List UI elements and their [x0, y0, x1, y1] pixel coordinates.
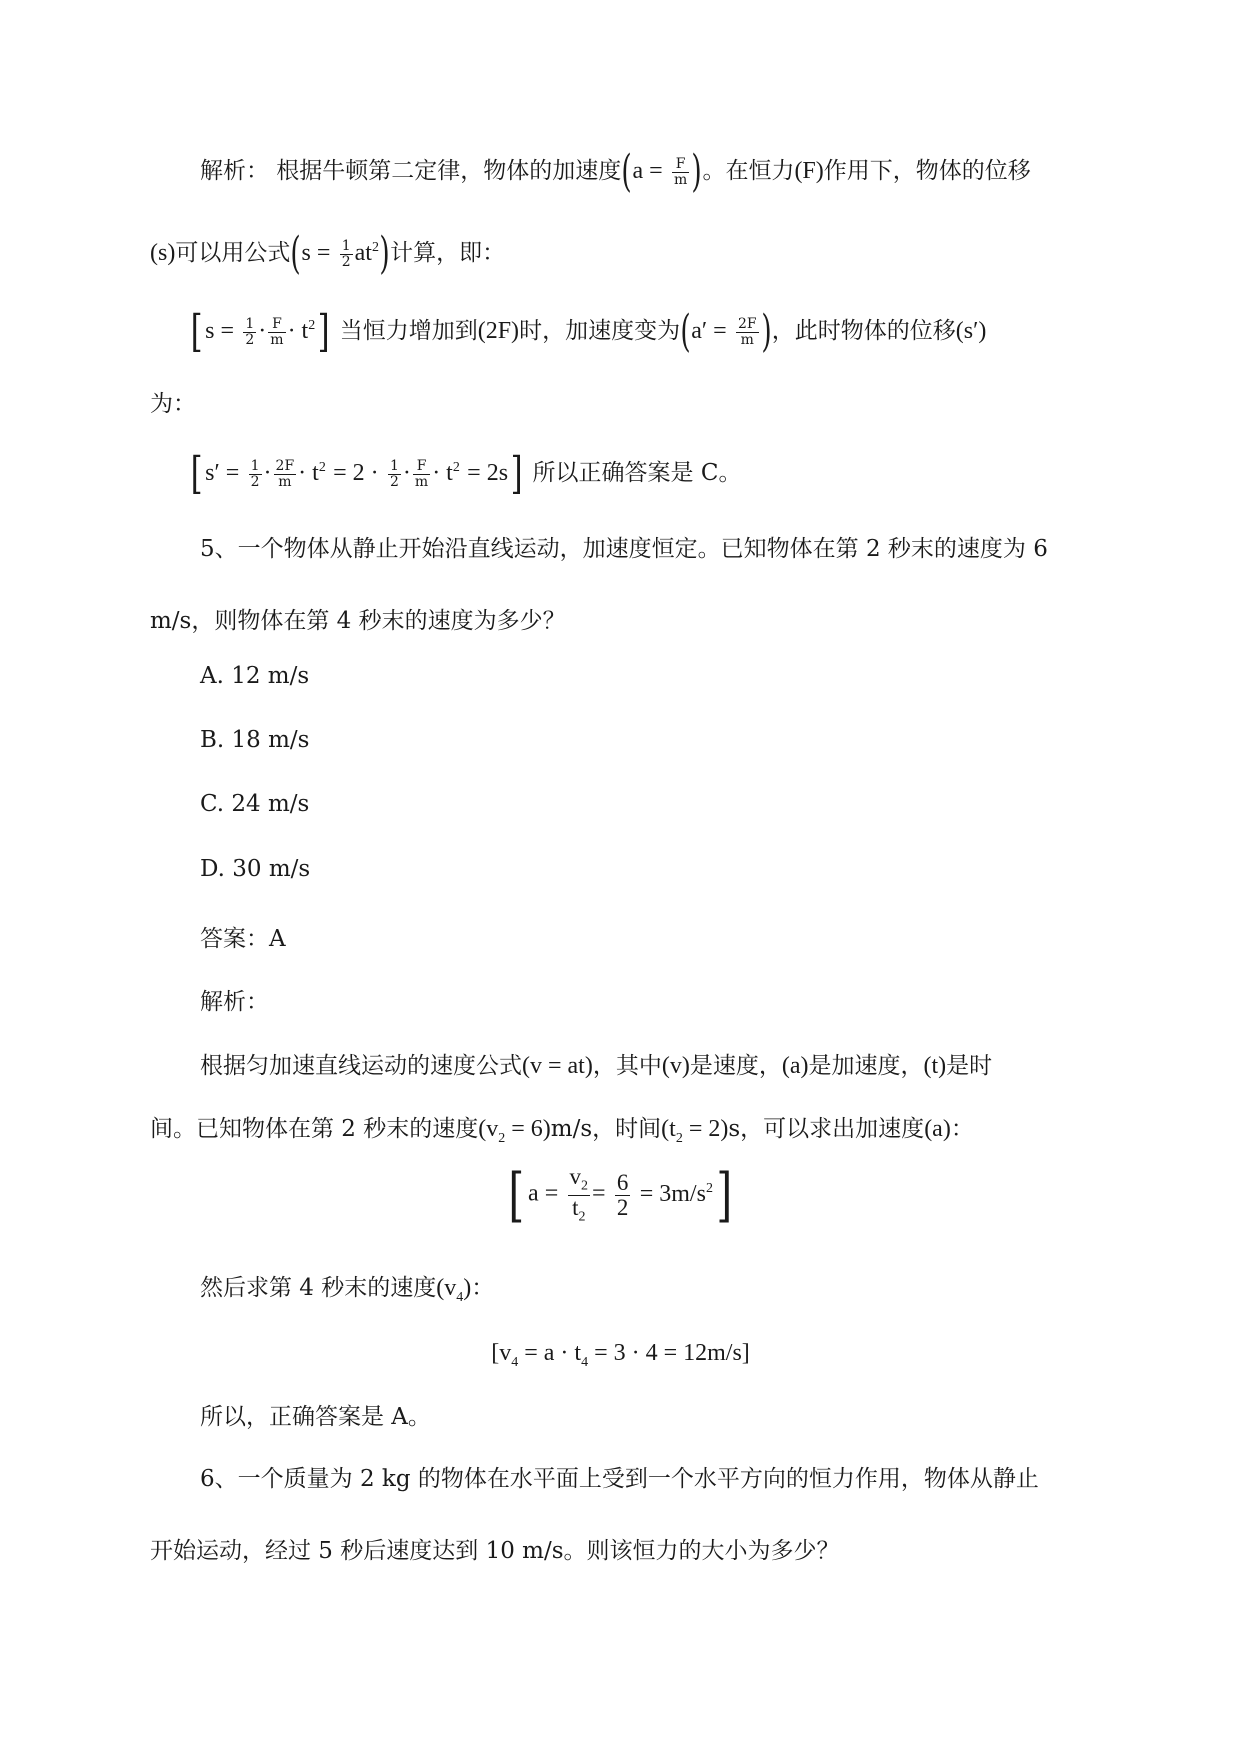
- analysis-text: 当恒力增加到: [339, 318, 478, 344]
- formula-F: (F): [794, 158, 824, 184]
- q5-analysis-p1: [200, 1047, 992, 1080]
- question-5-line-1: 5、一个物体从静止开始沿直线运动，加速度恒定。已知物体在第 2 秒末的速度为 6: [200, 536, 1048, 562]
- formula-a: (a): [781, 1053, 809, 1079]
- q5-conclusion: 所以，正确答案是 A。: [200, 1404, 431, 1430]
- analysis-text: 间。已知物体在第 2 秒末的速度: [150, 1116, 479, 1142]
- analysis-text: ：: [950, 1116, 974, 1142]
- analysis-line-4: 为：: [150, 391, 196, 417]
- fraction-half: $\frac{1}{2}$: [250, 458, 260, 490]
- paren-close: ): [761, 306, 772, 357]
- paren-close: ): [379, 228, 390, 279]
- paren-open: (: [621, 146, 633, 197]
- formula-t2: $(t_2 = 2)$: [661, 1116, 729, 1146]
- analysis-text: 根据匀加速直线运动的速度公式: [200, 1053, 522, 1079]
- fraction-6-2: $\frac{6}{2}$: [616, 1169, 629, 1220]
- formula-v2: $(v_2 = 6)$: [478, 1116, 551, 1146]
- bracket-open: [: [508, 1160, 525, 1229]
- analysis-line-5: [ s′ = $\frac{1}{2}$ · $\frac{2F}{m}$ · $t^2 = 2$ · $\frac{1}{2}$ · $\frac{F}{m}$ · $t^2 = 2s$] 所以正确答案是 C。: [190, 448, 742, 499]
- formula-a: (a): [924, 1116, 951, 1142]
- formula-s-eq: s =: [301, 240, 331, 266]
- paren-close: ): [691, 146, 703, 197]
- formula-a-eq: a =: [528, 1180, 559, 1207]
- q5-then: [200, 1269, 494, 1306]
- fraction-f-over-m: $\frac{F}{m}$: [673, 156, 688, 188]
- analysis-text: 是加速度，: [808, 1053, 924, 1079]
- fraction-half: $\frac{1}{2}$: [389, 458, 399, 490]
- formula-result: = $3m/s^2$: [639, 1180, 713, 1207]
- analysis-label: 解析：: [200, 989, 269, 1015]
- analysis-text: ：: [471, 1275, 495, 1301]
- option-b: B. 18 m/s: [200, 727, 310, 753]
- analysis-line-2: [150, 228, 506, 279]
- fraction-f-over-m: $\frac{F}{m}$: [414, 458, 429, 490]
- fraction-v2-t2: $\frac{v_2}{t_2}$: [569, 1164, 589, 1225]
- analysis-text: m/s，时间: [550, 1116, 662, 1142]
- formula-s-eq: s =: [205, 318, 235, 344]
- fraction-2f-over-m: $\frac{2F}{m}$: [275, 458, 295, 490]
- analysis-text: ，其中: [592, 1053, 662, 1079]
- option-c: C. 24 m/s: [200, 791, 310, 817]
- analysis-text: 计算，即：: [390, 240, 506, 266]
- bracket-close: ]: [716, 1160, 733, 1229]
- equation-acceleration: [ a = $\frac{v_2}{t_2}$ = $\frac{6}{2}$ = $3m/s^2$]: [508, 1160, 733, 1229]
- formula-v-at: (v = at): [522, 1053, 593, 1079]
- formula-v4: $(v_4)$: [436, 1275, 472, 1305]
- answer: 答案：A: [200, 926, 286, 952]
- fraction-half: $\frac{1}{2}$: [245, 316, 255, 348]
- formula-a: a =: [632, 158, 663, 184]
- formula-t: (t): [923, 1053, 947, 1079]
- bracket-open: [: [190, 448, 203, 499]
- formula-s: (s): [150, 240, 176, 266]
- formula-s-prime: (s′): [955, 318, 987, 344]
- fraction-f-over-m: $\frac{F}{m}$: [270, 316, 284, 348]
- question-5-line-2: m/s，则物体在第 4 秒末的速度为多少？: [150, 608, 566, 634]
- formula-v: (v): [661, 1053, 690, 1079]
- analysis-text: 时，加速度变为: [519, 318, 681, 344]
- analysis-text: 是速度，: [689, 1053, 782, 1079]
- option-d: D. 30 m/s: [200, 856, 311, 882]
- analysis-text: ，此时物体的位移: [771, 318, 956, 344]
- equation-velocity: $[v_4 = a \cdot t_4 = 3 \cdot 4 = 12m/s]$: [491, 1340, 750, 1370]
- option-a: A. 12 m/s: [200, 663, 310, 689]
- bracket-close: ]: [510, 448, 523, 499]
- analysis-text: 是时: [946, 1053, 993, 1079]
- analysis-text: 然后求第 4 秒末的速度: [200, 1275, 437, 1301]
- fraction-half: $\frac{1}{2}$: [341, 238, 351, 270]
- analysis-text: s，可以求出加速度: [728, 1116, 925, 1142]
- formula-a-prime: a′ =: [691, 318, 727, 344]
- analysis-text: 可以用公式: [175, 240, 291, 266]
- fraction-2f-over-m: $\frac{2F}{m}$: [737, 316, 757, 348]
- formula-at2: $at^2$: [354, 240, 379, 266]
- paren-open: (: [290, 228, 302, 279]
- analysis-line-1: [200, 146, 1031, 197]
- question-6-line-2: 开始运动，经过 5 秒后速度达到 10 m/s。则该恒力的大小为多少？: [150, 1538, 840, 1564]
- q5-analysis-p2: [150, 1110, 974, 1147]
- formula-2F: (2F): [477, 318, 520, 344]
- analysis-text: 作用下，物体的位移: [823, 158, 1031, 184]
- question-6-line-1: 6、一个质量为 2 kg 的物体在水平面上受到一个水平方向的恒力作用，物体从静止: [200, 1466, 1039, 1492]
- bracket-open: [: [190, 306, 203, 357]
- paren-open: (: [680, 306, 691, 357]
- analysis-text: 解析： 根据牛顿第二定律，物体的加速度: [200, 158, 622, 184]
- analysis-text: 。在恒力: [702, 158, 795, 184]
- analysis-conclusion: 所以正确答案是 C。: [532, 460, 742, 486]
- formula-s-prime-eq: s′ =: [205, 460, 240, 486]
- analysis-line-3: [ s = $\frac{1}{2}$ · $\frac{F}{m}$ · $t^2$] 当恒力增加到(2F)时，加速度变为(a′ = $\frac{2F}{m}$ )，此时物体的位移(s′): [190, 306, 987, 357]
- formula-mid: = 2 ·: [333, 460, 379, 486]
- formula-end: = 2s: [467, 460, 509, 486]
- bracket-close: ]: [317, 306, 330, 357]
